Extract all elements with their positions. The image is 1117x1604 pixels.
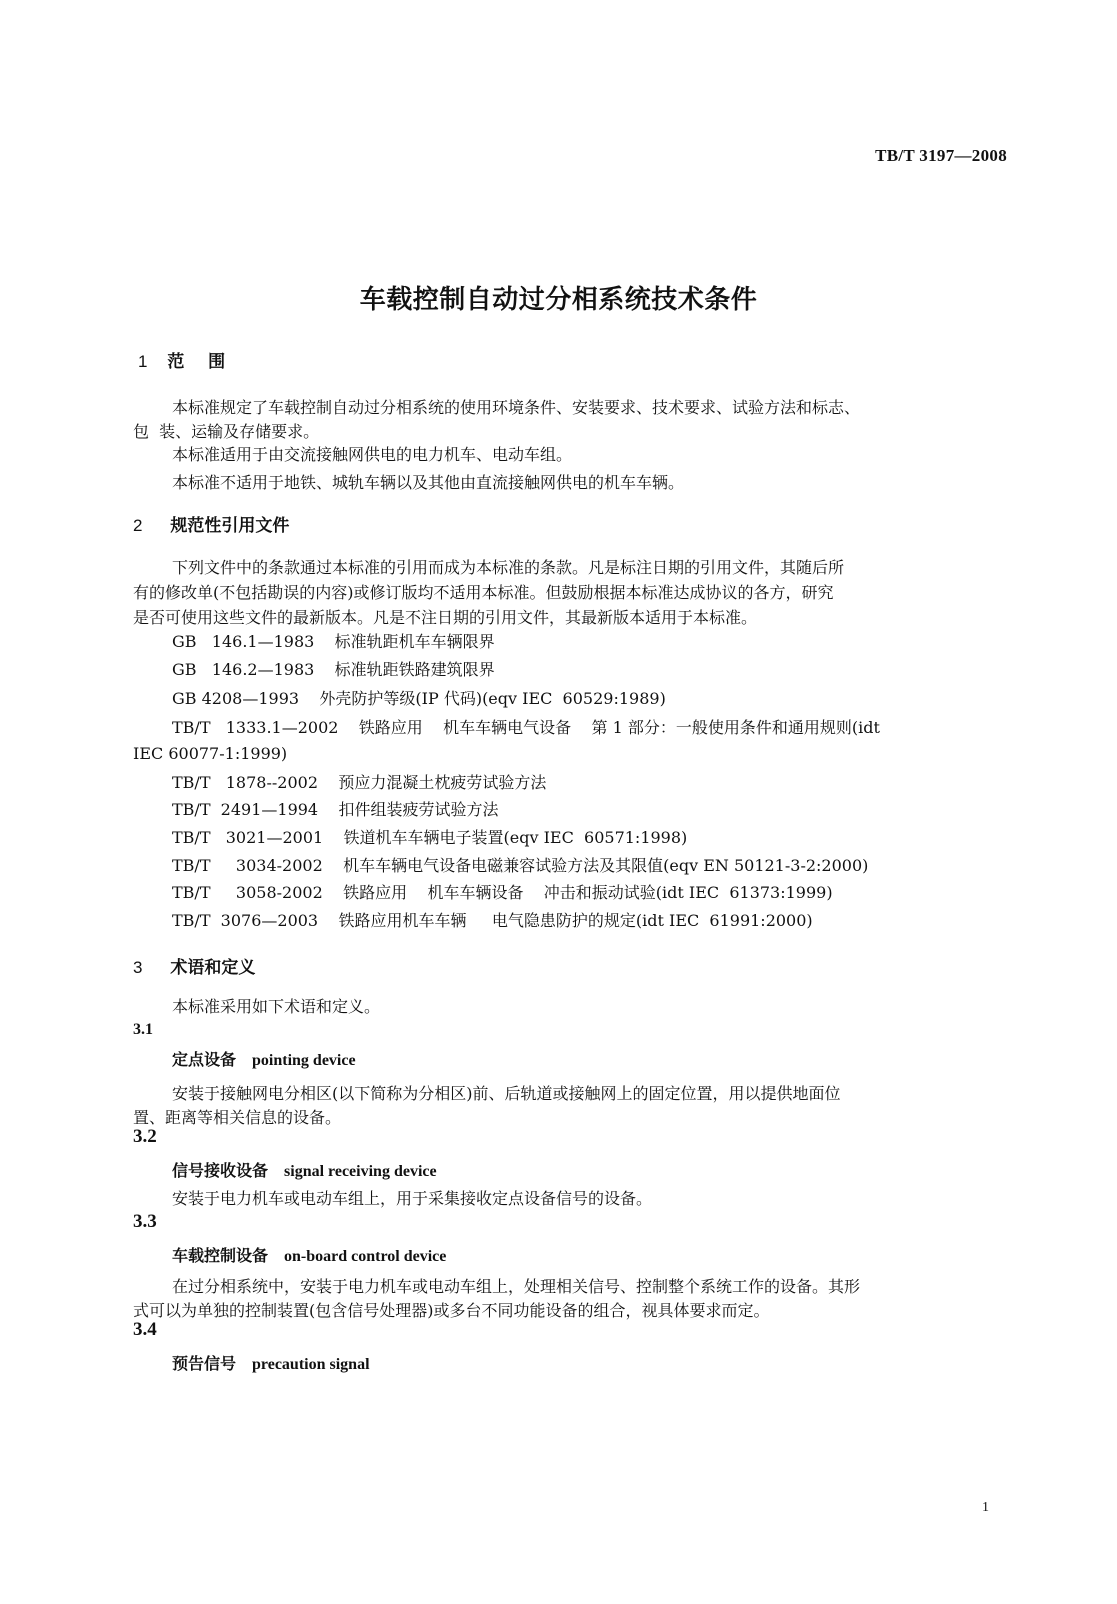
term-english: on-board control device <box>284 1248 447 1265</box>
term-heading <box>172 1047 356 1070</box>
term-chinese: 车载控制设备 <box>172 1246 269 1265</box>
page-number: 1 <box>982 1500 989 1515</box>
section-1-para2: 本标准适用于由交流接触网供电的电力机车、电动车组。 <box>172 445 573 464</box>
term-heading <box>172 1351 370 1374</box>
reference-item: TB/T 1878--2002 预应力混凝土枕疲劳试验方法 <box>172 773 547 792</box>
section-1-number: 1 <box>138 352 148 371</box>
term-number: 3.1 <box>133 1021 153 1038</box>
section-2-heading <box>133 511 289 536</box>
term-number: 3.4 <box>133 1319 157 1340</box>
section-1-title: 范 围 <box>167 352 226 372</box>
section-2-number: 2 <box>133 516 143 535</box>
section-3-title: 术语和定义 <box>170 958 256 978</box>
term-chinese: 预告信号 <box>172 1354 237 1373</box>
reference-item: GB 146.1—1983 标准轨距机车车辆限界 <box>172 632 495 651</box>
reference-item: TB/T 3034-2002 机车车辆电气设备电磁兼容试验方法及其限值(eqv EN 50121-3-2:2000) <box>172 856 869 875</box>
section-1-para1-line2: 包 装、运输及存储要求。 <box>133 422 320 441</box>
term-heading <box>172 1243 446 1266</box>
term-english: signal receiving device <box>284 1163 437 1180</box>
term-number: 3.2 <box>133 1126 157 1147</box>
term-definition-line1: 安装于接触网电分相区(以下简称为分相区)前、后轨道或接触网上的固定位置，用以提供地面位 <box>172 1084 841 1103</box>
term-heading <box>172 1158 437 1181</box>
term-definition-line2: 置、距离等相关信息的设备。 <box>133 1108 342 1127</box>
section-2-title: 规范性引用文件 <box>170 516 290 536</box>
reference-item: TB/T 2491—1994 扣件组装疲劳试验方法 <box>172 800 499 819</box>
section-1-heading <box>138 347 225 372</box>
reference-item: TB/T 3058-2002 铁路应用 机车车辆设备 冲击和振动试验(idt IEC 61373:1999) <box>172 883 833 902</box>
reference-item: TB/T 3076—2003 铁路应用机车车辆 电气隐患防护的规定(idt IEC 61991:2000) <box>172 911 813 930</box>
section-2-intro-line3: 是否可使用这些文件的最新版本。凡是不注日期的引用文件，其最新版本适用于本标准。 <box>133 608 758 627</box>
term-chinese: 定点设备 <box>172 1050 237 1069</box>
reference-item-continued: IEC 60077-1:1999) <box>133 744 288 763</box>
reference-item: GB 4208—1993 外壳防护等级(IP 代码)(eqv IEC 60529:1989) <box>172 689 666 708</box>
reference-item: GB 146.2—1983 标准轨距铁路建筑限界 <box>172 660 495 679</box>
section-2-intro-line2: 有的修改单(不包括勘误的内容)或修订版均不适用本标准。但鼓励根据本标准达成协议的各方，研究 <box>133 583 834 602</box>
term-definition-line1: 在过分相系统中，安装于电力机车或电动车组上，处理相关信号、控制整个系统工作的设备。其形 <box>172 1277 861 1296</box>
reference-item: TB/T 3021—2001 铁道机车车辆电子装置(eqv IEC 60571:1998) <box>172 828 688 847</box>
term-english: pointing device <box>252 1052 356 1069</box>
section-3-heading <box>133 953 255 978</box>
term-definition-line1: 安装于电力机车或电动车组上，用于采集接收定点设备信号的设备。 <box>172 1189 653 1208</box>
section-2-intro-line1: 下列文件中的条款通过本标准的引用而成为本标准的条款。凡是标注日期的引用文件，其随后所 <box>172 558 845 577</box>
standard-number: TB/T 3197—2008 <box>875 146 1007 165</box>
document-title: 车载控制自动过分相系统技术条件 <box>359 285 758 315</box>
section-1-para1-line1: 本标准规定了车载控制自动过分相系统的使用环境条件、安装要求、技术要求、试验方法和标志、 <box>172 398 861 417</box>
reference-item: TB/T 1333.1—2002 铁路应用 机车车辆电气设备 第 1 部分：一般使用条件和通用规则(idt <box>172 718 880 737</box>
term-definition-line2: 式可以为单独的控制装置(包含信号处理器)或多台不同功能设备的组合，视具体要求而定。 <box>133 1301 770 1320</box>
section-1-para3: 本标准不适用于地铁、城轨车辆以及其他由直流接触网供电的机车车辆。 <box>172 473 685 492</box>
term-english: precaution signal <box>252 1356 370 1373</box>
section-3-number: 3 <box>133 958 143 977</box>
term-number: 3.3 <box>133 1211 157 1232</box>
section-3-intro: 本标准采用如下术语和定义。 <box>172 997 381 1016</box>
term-chinese: 信号接收设备 <box>172 1161 269 1180</box>
